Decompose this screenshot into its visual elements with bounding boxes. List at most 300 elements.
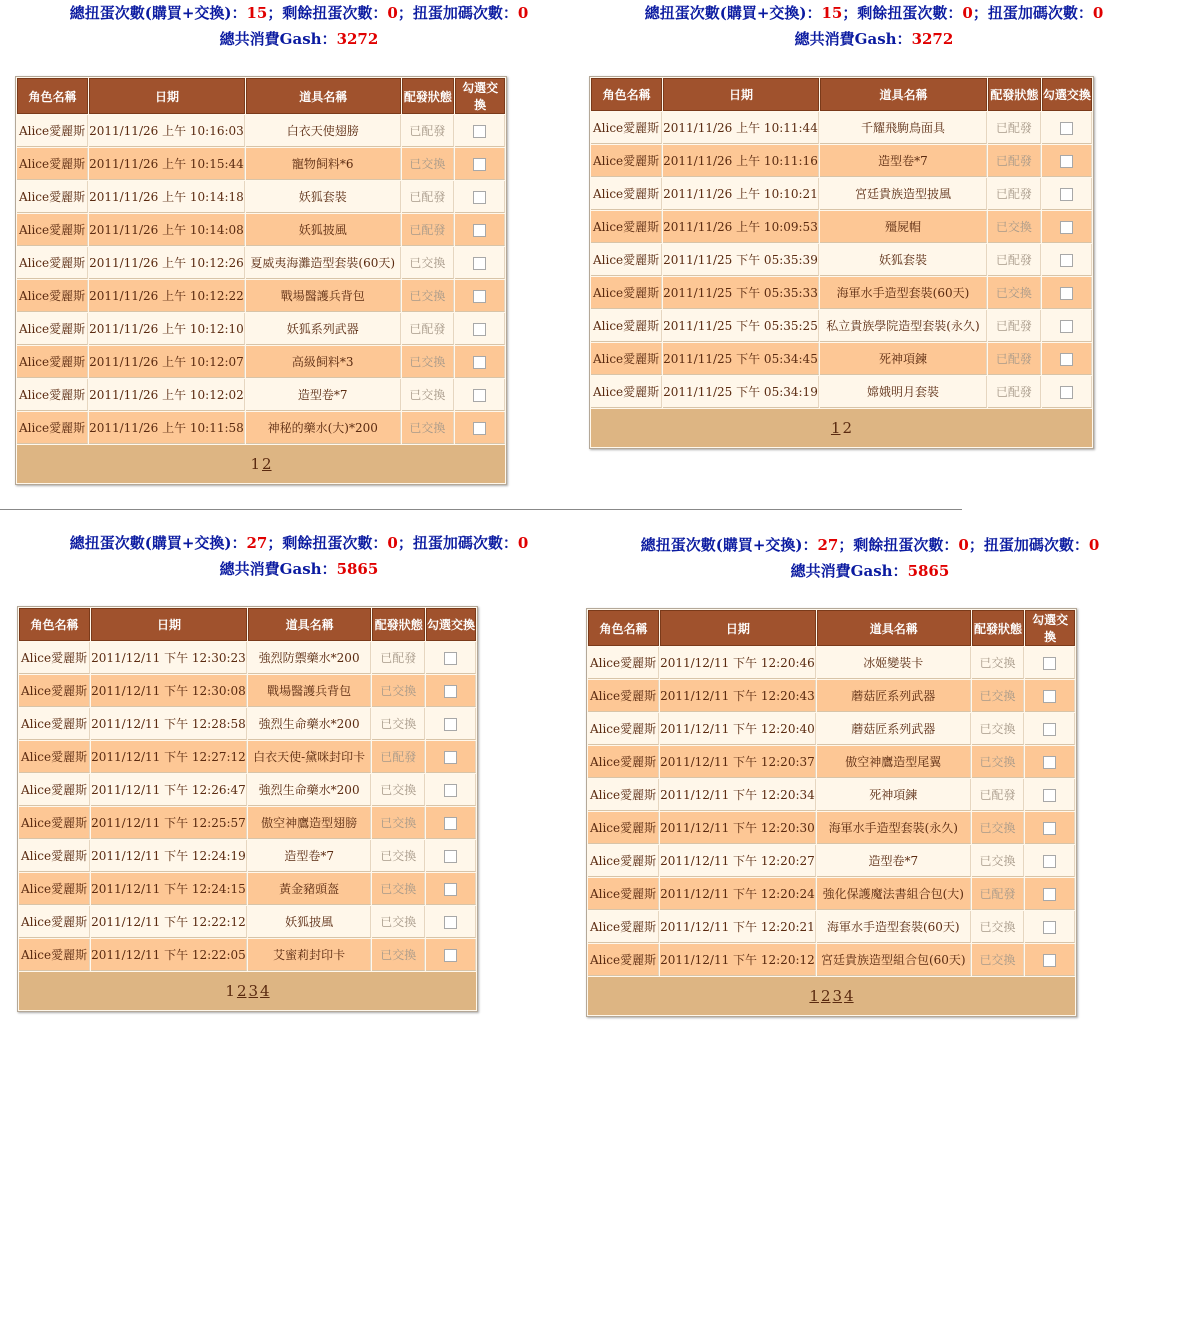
item-name-cell: 妖狐系列武器: [246, 313, 401, 345]
status-cell: 已交換: [972, 647, 1024, 679]
status-cell: 已配發: [402, 115, 454, 147]
table-row: [588, 779, 1075, 811]
exchange-checkbox[interactable]: [444, 850, 457, 863]
header-row: [17, 78, 505, 114]
page-current: 1: [250, 455, 260, 473]
header-status: 配發狀態: [988, 78, 1041, 111]
header-status: 配發狀態: [372, 608, 425, 641]
header-item-name: 道具名稱: [248, 608, 372, 641]
table-row: [19, 642, 476, 674]
exchange-checkbox[interactable]: [1043, 921, 1056, 934]
exchange-cell: [1042, 211, 1092, 243]
exchange-checkbox[interactable]: [1043, 789, 1056, 802]
exchange-cell: [426, 774, 476, 806]
table-row: [19, 675, 476, 707]
item-name-cell: 傲空神鷹造型尾翼: [817, 746, 971, 778]
table-row: [591, 277, 1092, 309]
table-row: [591, 178, 1092, 210]
status-cell: 已交換: [402, 379, 454, 411]
status-cell: 已配發: [372, 642, 425, 674]
exchange-cell: [455, 181, 505, 213]
status-cell: 已交換: [372, 675, 425, 707]
role-name-cell: Alice愛麗斯: [17, 115, 88, 147]
role-name-cell: Alice愛麗斯: [17, 148, 88, 180]
table-row: [19, 840, 476, 872]
status-cell: 已交換: [402, 412, 454, 444]
record-table: [586, 608, 1077, 1017]
exchange-checkbox[interactable]: [1060, 287, 1073, 300]
item-name-cell: 蘑菇匠系列武器: [817, 680, 971, 712]
table-row: [19, 741, 476, 773]
exchange-checkbox[interactable]: [444, 685, 457, 698]
role-name-cell: Alice愛麗斯: [17, 412, 88, 444]
exchange-cell: [455, 280, 505, 312]
item-name-cell: 強烈防禦藥水*200: [248, 642, 372, 674]
table-row: [19, 708, 476, 740]
status-cell: 已交換: [972, 746, 1024, 778]
item-name-cell: 高級飼料*3: [246, 346, 401, 378]
status-cell: 已配發: [402, 313, 454, 345]
item-name-cell: 傲空神鷹造型翅膀: [248, 807, 372, 839]
header-item-name: 道具名稱: [817, 610, 971, 646]
exchange-checkbox[interactable]: [444, 718, 457, 731]
exchange-cell: [1025, 944, 1075, 976]
table-row: [17, 214, 505, 246]
table-row: [588, 812, 1075, 844]
exchange-checkbox[interactable]: [473, 422, 486, 435]
record-table: [15, 76, 507, 485]
date-cell: 2011/11/26 上午 10:12:26: [89, 247, 245, 279]
item-name-cell: 妖狐套裝: [246, 181, 401, 213]
date-cell: 2011/12/11 下午 12:20:37: [660, 746, 816, 778]
date-cell: 2011/12/11 下午 12:20:30: [660, 812, 816, 844]
exchange-checkbox[interactable]: [1060, 386, 1073, 399]
status-cell: 已配發: [988, 112, 1041, 144]
page-current: 2: [842, 419, 853, 437]
status-cell: 已配發: [988, 244, 1041, 276]
date-cell: 2011/12/11 下午 12:28:58: [91, 708, 247, 740]
role-name-cell: Alice愛麗斯: [19, 642, 90, 674]
table-row: [19, 906, 476, 938]
status-cell: 已交換: [402, 346, 454, 378]
status-cell: 已交換: [402, 280, 454, 312]
header-exchange: 勾選交換: [426, 608, 476, 641]
status-cell: 已交換: [988, 277, 1041, 309]
role-name-cell: Alice愛麗斯: [17, 313, 88, 345]
role-name-cell: Alice愛麗斯: [588, 713, 659, 745]
exchange-checkbox[interactable]: [473, 224, 486, 237]
exchange-cell: [1042, 178, 1092, 210]
role-name-cell: Alice愛麗斯: [591, 211, 662, 243]
item-name-cell: 千耀飛駒鳥面具: [820, 112, 987, 144]
header-role-name: 角色名稱: [591, 78, 662, 111]
status-cell: 已交換: [972, 812, 1024, 844]
exchange-cell: [426, 642, 476, 674]
header-exchange: 勾選交換: [1025, 610, 1075, 646]
pagination: [17, 445, 505, 483]
status-cell: 已交換: [372, 906, 425, 938]
exchange-checkbox[interactable]: [1060, 353, 1073, 366]
exchange-cell: [455, 379, 505, 411]
role-name-cell: Alice愛麗斯: [17, 247, 88, 279]
date-cell: 2011/12/11 下午 12:30:08: [91, 675, 247, 707]
date-cell: 2011/12/11 下午 12:26:47: [91, 774, 247, 806]
item-name-cell: 妖狐披風: [246, 214, 401, 246]
exchange-cell: [426, 675, 476, 707]
exchange-cell: [1025, 647, 1075, 679]
role-name-cell: Alice愛麗斯: [588, 746, 659, 778]
item-name-cell: 造型卷*7: [248, 840, 372, 872]
status-cell: 已交換: [972, 845, 1024, 877]
exchange-cell: [455, 412, 505, 444]
role-name-cell: Alice愛麗斯: [588, 779, 659, 811]
exchange-checkbox[interactable]: [1060, 254, 1073, 267]
date-cell: 2011/11/26 上午 10:12:10: [89, 313, 245, 345]
role-name-cell: Alice愛麗斯: [17, 346, 88, 378]
date-cell: 2011/11/25 下午 05:34:45: [663, 343, 819, 375]
item-name-cell: 妖狐披風: [248, 906, 372, 938]
exchange-cell: [1042, 310, 1092, 342]
exchange-cell: [1025, 746, 1075, 778]
table-row: [591, 376, 1092, 408]
exchange-checkbox[interactable]: [473, 125, 486, 138]
date-cell: 2011/11/26 上午 10:10:21: [663, 178, 819, 210]
role-name-cell: Alice愛麗斯: [17, 379, 88, 411]
exchange-checkbox[interactable]: [444, 883, 457, 896]
page-link[interactable]: 3: [832, 987, 843, 1005]
item-name-cell: 造型卷*7: [817, 845, 971, 877]
exchange-cell: [1025, 845, 1075, 877]
summary-block: 總扭蛋次數(購買+交換)：15；剩餘扭蛋次數：0；扭蛋加碼次數：0 總共消費Gash：3272: [69, 4, 529, 48]
date-cell: 2011/12/11 下午 12:20:21: [660, 911, 816, 943]
date-cell: 2011/12/11 下午 12:20:46: [660, 647, 816, 679]
exchange-cell: [455, 115, 505, 147]
date-cell: 2011/11/25 下午 05:34:19: [663, 376, 819, 408]
status-cell: 已配發: [988, 178, 1041, 210]
exchange-checkbox[interactable]: [1043, 657, 1056, 670]
status-cell: 已交換: [372, 939, 425, 971]
status-cell: 已配發: [372, 741, 425, 773]
record-table: [589, 76, 1094, 449]
item-name-cell: 死神項鍊: [820, 343, 987, 375]
role-name-cell: Alice愛麗斯: [591, 310, 662, 342]
pagination: [591, 409, 1092, 447]
status-cell: 已配發: [402, 181, 454, 213]
header-row: [591, 78, 1092, 111]
exchange-cell: [1025, 878, 1075, 910]
date-cell: 2011/12/11 下午 12:24:15: [91, 873, 247, 905]
header-date: 日期: [663, 78, 819, 111]
role-name-cell: Alice愛麗斯: [591, 343, 662, 375]
item-name-cell: 艾蜜莉封印卡: [248, 939, 372, 971]
exchange-cell: [426, 906, 476, 938]
table-row: [588, 845, 1075, 877]
summary-block: 總扭蛋次數(購買+交換)：27；剩餘扭蛋次數：0；扭蛋加碼次數：0 總共消費Gash：5865: [69, 534, 529, 578]
role-name-cell: Alice愛麗斯: [591, 178, 662, 210]
exchange-cell: [1025, 713, 1075, 745]
exchange-checkbox[interactable]: [1043, 690, 1056, 703]
table-grid: [16, 77, 506, 445]
status-cell: 已交換: [372, 807, 425, 839]
status-cell: 已交換: [972, 680, 1024, 712]
table-row: [588, 647, 1075, 679]
header-role-name: 角色名稱: [17, 78, 88, 114]
section-divider: [0, 509, 962, 510]
role-name-cell: Alice愛麗斯: [19, 807, 90, 839]
exchange-checkbox[interactable]: [1043, 756, 1056, 769]
role-name-cell: Alice愛麗斯: [588, 812, 659, 844]
date-cell: 2011/11/26 上午 10:15:44: [89, 148, 245, 180]
table-row: [17, 247, 505, 279]
summary-block: 總扭蛋次數(購買+交換)：15；剩餘扭蛋次數：0；扭蛋加碼次數：0 總共消費Gash：3272: [644, 4, 1104, 48]
exchange-cell: [426, 708, 476, 740]
item-name-cell: 寵物飼料*6: [246, 148, 401, 180]
exchange-checkbox[interactable]: [1043, 855, 1056, 868]
item-name-cell: 夏威夷海灘造型套裝(60天): [246, 247, 401, 279]
exchange-cell: [426, 873, 476, 905]
status-cell: 已配發: [988, 145, 1041, 177]
item-name-cell: 神秘的藥水(大)*200: [246, 412, 401, 444]
page-link[interactable]: 1: [809, 987, 819, 1005]
page-link[interactable]: 4: [844, 987, 854, 1005]
role-name-cell: Alice愛麗斯: [591, 145, 662, 177]
role-name-cell: Alice愛麗斯: [588, 878, 659, 910]
exchange-checkbox[interactable]: [473, 290, 486, 303]
status-cell: 已配發: [402, 214, 454, 246]
table-row: [588, 878, 1075, 910]
summary-block: 總扭蛋次數(購買+交換)：27；剩餘扭蛋次數：0；扭蛋加碼次數：0 總共消費Gash：5865: [640, 536, 1100, 580]
exchange-cell: [1042, 343, 1092, 375]
header-date: 日期: [660, 610, 816, 646]
table-grid: [590, 77, 1093, 409]
item-name-cell: 死神項鍊: [817, 779, 971, 811]
pagination: [19, 972, 476, 1010]
table-row: [17, 280, 505, 312]
exchange-checkbox[interactable]: [473, 389, 486, 402]
role-name-cell: Alice愛麗斯: [19, 840, 90, 872]
date-cell: 2011/11/25 下午 05:35:33: [663, 277, 819, 309]
date-cell: 2011/11/26 上午 10:11:58: [89, 412, 245, 444]
exchange-cell: [1025, 911, 1075, 943]
role-name-cell: Alice愛麗斯: [588, 944, 659, 976]
exchange-checkbox[interactable]: [1043, 954, 1056, 967]
status-cell: 已配發: [988, 310, 1041, 342]
record-table: [17, 606, 478, 1012]
item-name-cell: 強化保護魔法書組合包(大): [817, 878, 971, 910]
role-name-cell: Alice愛麗斯: [588, 911, 659, 943]
exchange-cell: [1042, 112, 1092, 144]
role-name-cell: Alice愛麗斯: [19, 741, 90, 773]
status-cell: 已配發: [972, 878, 1024, 910]
role-name-cell: Alice愛麗斯: [19, 708, 90, 740]
status-cell: 已交換: [972, 911, 1024, 943]
exchange-checkbox[interactable]: [473, 356, 486, 369]
exchange-checkbox[interactable]: [1060, 221, 1073, 234]
date-cell: 2011/11/26 上午 10:14:08: [89, 214, 245, 246]
status-cell: 已交換: [372, 708, 425, 740]
item-name-cell: 宮廷貴族造型組合包(60天): [817, 944, 971, 976]
exchange-checkbox[interactable]: [473, 191, 486, 204]
date-cell: 2011/12/11 下午 12:27:12: [91, 741, 247, 773]
item-name-cell: 造型卷*7: [246, 379, 401, 411]
exchange-cell: [1042, 277, 1092, 309]
table-row: [591, 112, 1092, 144]
exchange-checkbox[interactable]: [1043, 822, 1056, 835]
table-row: [588, 911, 1075, 943]
date-cell: 2011/12/11 下午 12:24:19: [91, 840, 247, 872]
role-name-cell: Alice愛麗斯: [17, 280, 88, 312]
header-status: 配發狀態: [402, 78, 454, 114]
table-row: [591, 343, 1092, 375]
exchange-checkbox[interactable]: [444, 916, 457, 929]
item-name-cell: 海軍水手造型套裝(永久): [817, 812, 971, 844]
page-link[interactable]: 3: [248, 982, 259, 1000]
item-name-cell: 戰場醫護兵背包: [248, 675, 372, 707]
table-row: [591, 211, 1092, 243]
header-role-name: 角色名稱: [19, 608, 90, 641]
item-name-cell: 宮廷貴族造型披風: [820, 178, 987, 210]
header-item-name: 道具名稱: [246, 78, 401, 114]
item-name-cell: 海軍水手造型套裝(60天): [817, 911, 971, 943]
exchange-cell: [455, 313, 505, 345]
exchange-checkbox[interactable]: [1043, 723, 1056, 736]
exchange-checkbox[interactable]: [473, 257, 486, 270]
exchange-cell: [426, 840, 476, 872]
date-cell: 2011/11/25 下午 05:35:25: [663, 310, 819, 342]
page-link[interactable]: 4: [260, 982, 270, 1000]
date-cell: 2011/12/11 下午 12:20:27: [660, 845, 816, 877]
exchange-cell: [426, 807, 476, 839]
date-cell: 2011/12/11 下午 12:25:57: [91, 807, 247, 839]
exchange-checkbox[interactable]: [1060, 188, 1073, 201]
table-grid: [18, 607, 477, 972]
status-cell: 已交換: [372, 774, 425, 806]
exchange-cell: [426, 741, 476, 773]
page-link[interactable]: 2: [262, 455, 272, 473]
role-name-cell: Alice愛麗斯: [19, 675, 90, 707]
table-row: [591, 310, 1092, 342]
role-name-cell: Alice愛麗斯: [591, 112, 662, 144]
date-cell: 2011/12/11 下午 12:20:12: [660, 944, 816, 976]
item-name-cell: 白衣天使-黛咪封印卡: [248, 741, 372, 773]
table-row: [17, 379, 505, 411]
role-name-cell: Alice愛麗斯: [591, 376, 662, 408]
page-link[interactable]: 2: [236, 982, 247, 1000]
role-name-cell: Alice愛麗斯: [17, 181, 88, 213]
exchange-checkbox[interactable]: [473, 158, 486, 171]
date-cell: 2011/12/11 下午 12:22:12: [91, 906, 247, 938]
header-role-name: 角色名稱: [588, 610, 659, 646]
status-cell: 已配發: [988, 343, 1041, 375]
exchange-checkbox[interactable]: [444, 817, 457, 830]
table-row: [591, 145, 1092, 177]
exchange-cell: [1042, 145, 1092, 177]
date-cell: 2011/12/11 下午 12:20:24: [660, 878, 816, 910]
date-cell: 2011/11/26 上午 10:11:16: [663, 145, 819, 177]
role-name-cell: Alice愛麗斯: [19, 774, 90, 806]
exchange-cell: [455, 214, 505, 246]
table-row: [588, 680, 1075, 712]
exchange-checkbox[interactable]: [1043, 888, 1056, 901]
role-name-cell: Alice愛麗斯: [19, 906, 90, 938]
table-row: [17, 313, 505, 345]
header-row: [588, 610, 1075, 646]
item-name-cell: 強烈生命藥水*200: [248, 708, 372, 740]
exchange-checkbox[interactable]: [1060, 122, 1073, 135]
header-item-name: 道具名稱: [820, 78, 987, 111]
status-cell: 已交換: [972, 713, 1024, 745]
table-row: [19, 939, 476, 971]
date-cell: 2011/11/26 上午 10:11:44: [663, 112, 819, 144]
date-cell: 2011/11/26 上午 10:16:03: [89, 115, 245, 147]
exchange-cell: [455, 346, 505, 378]
table-row: [17, 115, 505, 147]
role-name-cell: Alice愛麗斯: [591, 244, 662, 276]
table-row: [17, 181, 505, 213]
header-row: [19, 608, 476, 641]
status-cell: 已交換: [402, 247, 454, 279]
role-name-cell: Alice愛麗斯: [19, 873, 90, 905]
exchange-checkbox[interactable]: [473, 323, 486, 336]
date-cell: 2011/11/26 上午 10:12:07: [89, 346, 245, 378]
status-cell: 已交換: [972, 944, 1024, 976]
status-cell: 已交換: [402, 148, 454, 180]
item-name-cell: 強烈生命藥水*200: [248, 774, 372, 806]
table-row: [17, 148, 505, 180]
page-link[interactable]: 2: [820, 987, 831, 1005]
role-name-cell: Alice愛麗斯: [588, 845, 659, 877]
exchange-checkbox[interactable]: [1060, 320, 1073, 333]
exchange-cell: [1042, 376, 1092, 408]
exchange-cell: [1025, 779, 1075, 811]
item-name-cell: 戰場醫護兵背包: [246, 280, 401, 312]
role-name-cell: Alice愛麗斯: [591, 277, 662, 309]
date-cell: 2011/11/26 上午 10:12:22: [89, 280, 245, 312]
page-link[interactable]: 1: [830, 419, 841, 437]
status-cell: 已交換: [372, 840, 425, 872]
item-name-cell: 妖狐套裝: [820, 244, 987, 276]
date-cell: 2011/12/11 下午 12:22:05: [91, 939, 247, 971]
date-cell: 2011/12/11 下午 12:20:34: [660, 779, 816, 811]
date-cell: 2011/12/11 下午 12:30:23: [91, 642, 247, 674]
header-date: 日期: [91, 608, 247, 641]
exchange-checkbox[interactable]: [1060, 155, 1073, 168]
header-exchange: 勾選交換: [1042, 78, 1092, 111]
status-cell: 已交換: [372, 873, 425, 905]
exchange-checkbox[interactable]: [444, 751, 457, 764]
item-name-cell: 冰姬變裝卡: [817, 647, 971, 679]
date-cell: 2011/12/11 下午 12:20:40: [660, 713, 816, 745]
table-row: [588, 713, 1075, 745]
table-row: [17, 412, 505, 444]
date-cell: 2011/11/26 上午 10:12:02: [89, 379, 245, 411]
table-grid: [587, 609, 1076, 977]
table-row: [19, 807, 476, 839]
date-cell: 2011/12/11 下午 12:20:43: [660, 680, 816, 712]
item-name-cell: 造型卷*7: [820, 145, 987, 177]
exchange-checkbox[interactable]: [444, 949, 457, 962]
header-exchange: 勾選交換: [455, 78, 505, 114]
exchange-checkbox[interactable]: [444, 784, 457, 797]
header-date: 日期: [89, 78, 245, 114]
exchange-checkbox[interactable]: [444, 652, 457, 665]
exchange-cell: [1042, 244, 1092, 276]
item-name-cell: 黃金豬頭盔: [248, 873, 372, 905]
item-name-cell: 嫦娥明月套裝: [820, 376, 987, 408]
role-name-cell: Alice愛麗斯: [19, 939, 90, 971]
header-status: 配發狀態: [972, 610, 1024, 646]
page-current: 1: [225, 982, 235, 1000]
